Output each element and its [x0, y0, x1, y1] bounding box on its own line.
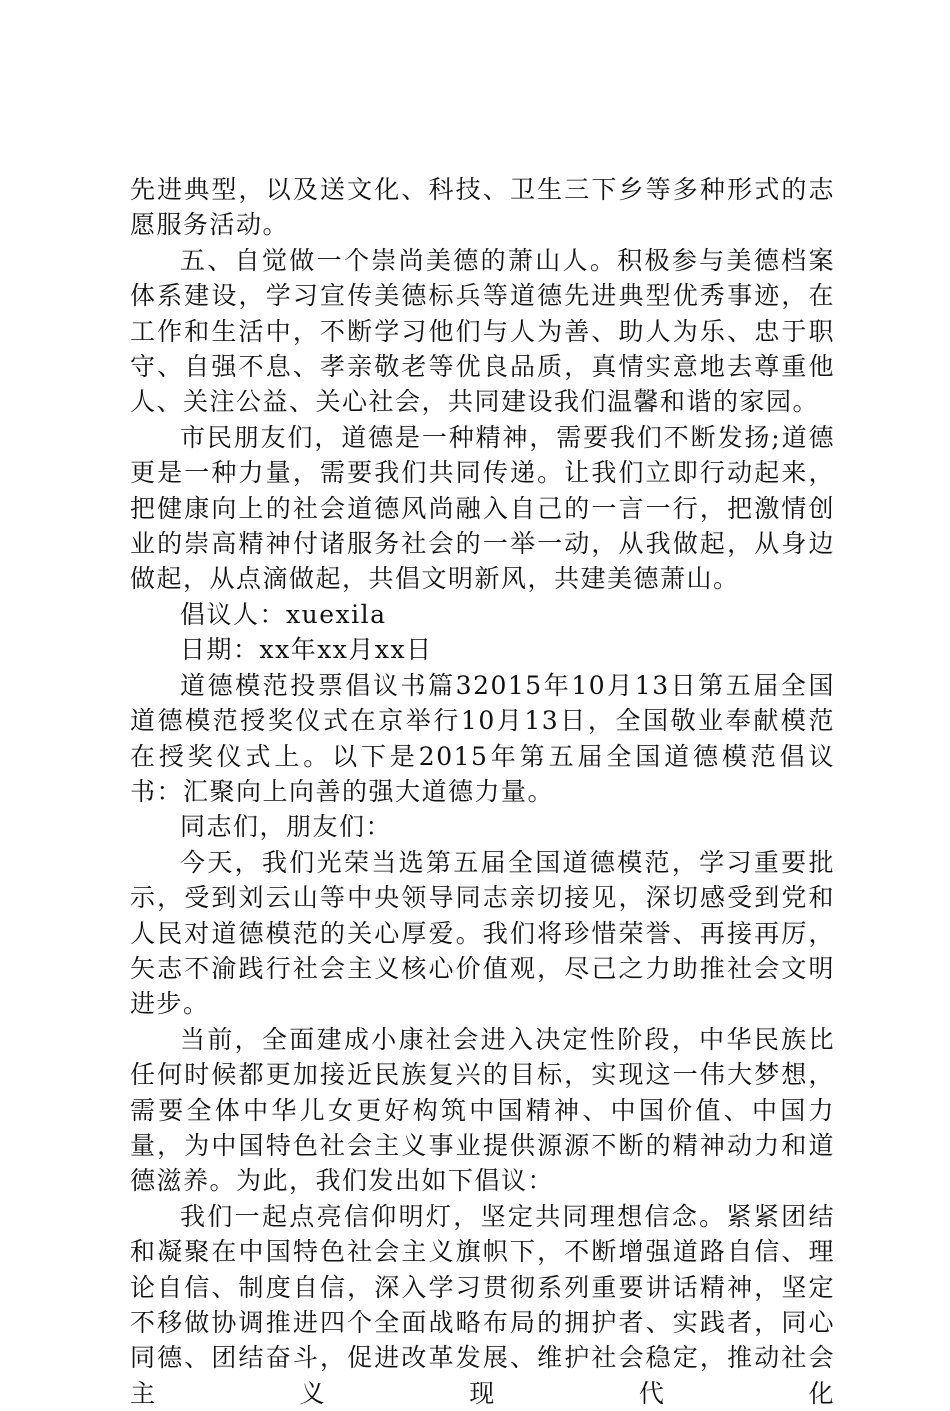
paragraph-item-five: 五、自觉做一个崇尚美德的萧山人。积极参与美德档案体系建设，学习宣传美德标兵等道德先进典型优秀事迹，在工作和生活中，不断学习他们与人为善、助人为乐、忠于职守、自强不息、孝亲敬老等优良品质，真情实意地去尊重他人、关注公益、关心社会，共同建设我们温馨和谐的家园。 — [130, 245, 835, 417]
paragraph-continued: 先进典型，以及送文化、科技、卫生三下乡等多种形式的志愿服务活动。 — [130, 175, 835, 240]
date-line: 日期：xx年xx月xx日 — [180, 635, 433, 665]
signature-line: 倡议人：xuexila — [180, 599, 387, 629]
paragraph-section-three: 道德模范投票倡议书篇32015年10月13日第五届全国道德模范授奖仪式在京举行10月13日，全国敬业奉献模范在授奖仪式上。以下是2015年第五届全国道德模范倡议书：汇聚向上向善的强大道德力量。 — [130, 670, 835, 806]
paragraph-appeal: 市民朋友们，道德是一种精神，需要我们不断发扬;道德更是一种力量，需要我们共同传递。让我们立即行动起来，把健康向上的社会道德风尚融入自己的一言一行，把激情创业的崇高精神付诸服务社会的一举一动，从我做起，从身边做起，从点滴做起，共倡文明新风，共建美德萧山。 — [130, 422, 835, 594]
paragraph-today: 今天，我们光荣当选第五届全国道德模范，学习重要批示，受到刘云山等中央领导同志亲切接见，深切感受到党和人民对道德模范的关心厚爱。我们将珍惜荣誉、再接再厉，矢志不渝践行社会主义核心价值观，尽己之力助推社会文明进步。 — [130, 847, 835, 1019]
salutation: 同志们，朋友们： — [180, 812, 393, 842]
paragraph-current: 当前，全面建成小康社会进入决定性阶段，中华民族比任何时候都更加接近民族复兴的目标，实现这一伟大梦想，需要全体中华儿女更好构筑中国精神、中国价值、中国力量，为中国特色社会主义事业提供源源不断的精神动力和道德滋养。为此，我们发出如下倡议： — [130, 1024, 835, 1196]
paragraph-proposal-one: 我们一起点亮信仰明灯，坚定共同理想信念。紧紧团结和凝聚在中国特色社会主义旗帜下，不断增强道路自信、理论自信、制度自信，深入学习贯彻系列重要讲话精神，坚定不移做协调推进四个全面战略布局的拥护者、实践者，同心同德、团结奋斗，促进改革发展、维护社会稳定，推动社会主义现代化 — [130, 1201, 835, 1408]
document-body — [130, 172, 835, 1411]
